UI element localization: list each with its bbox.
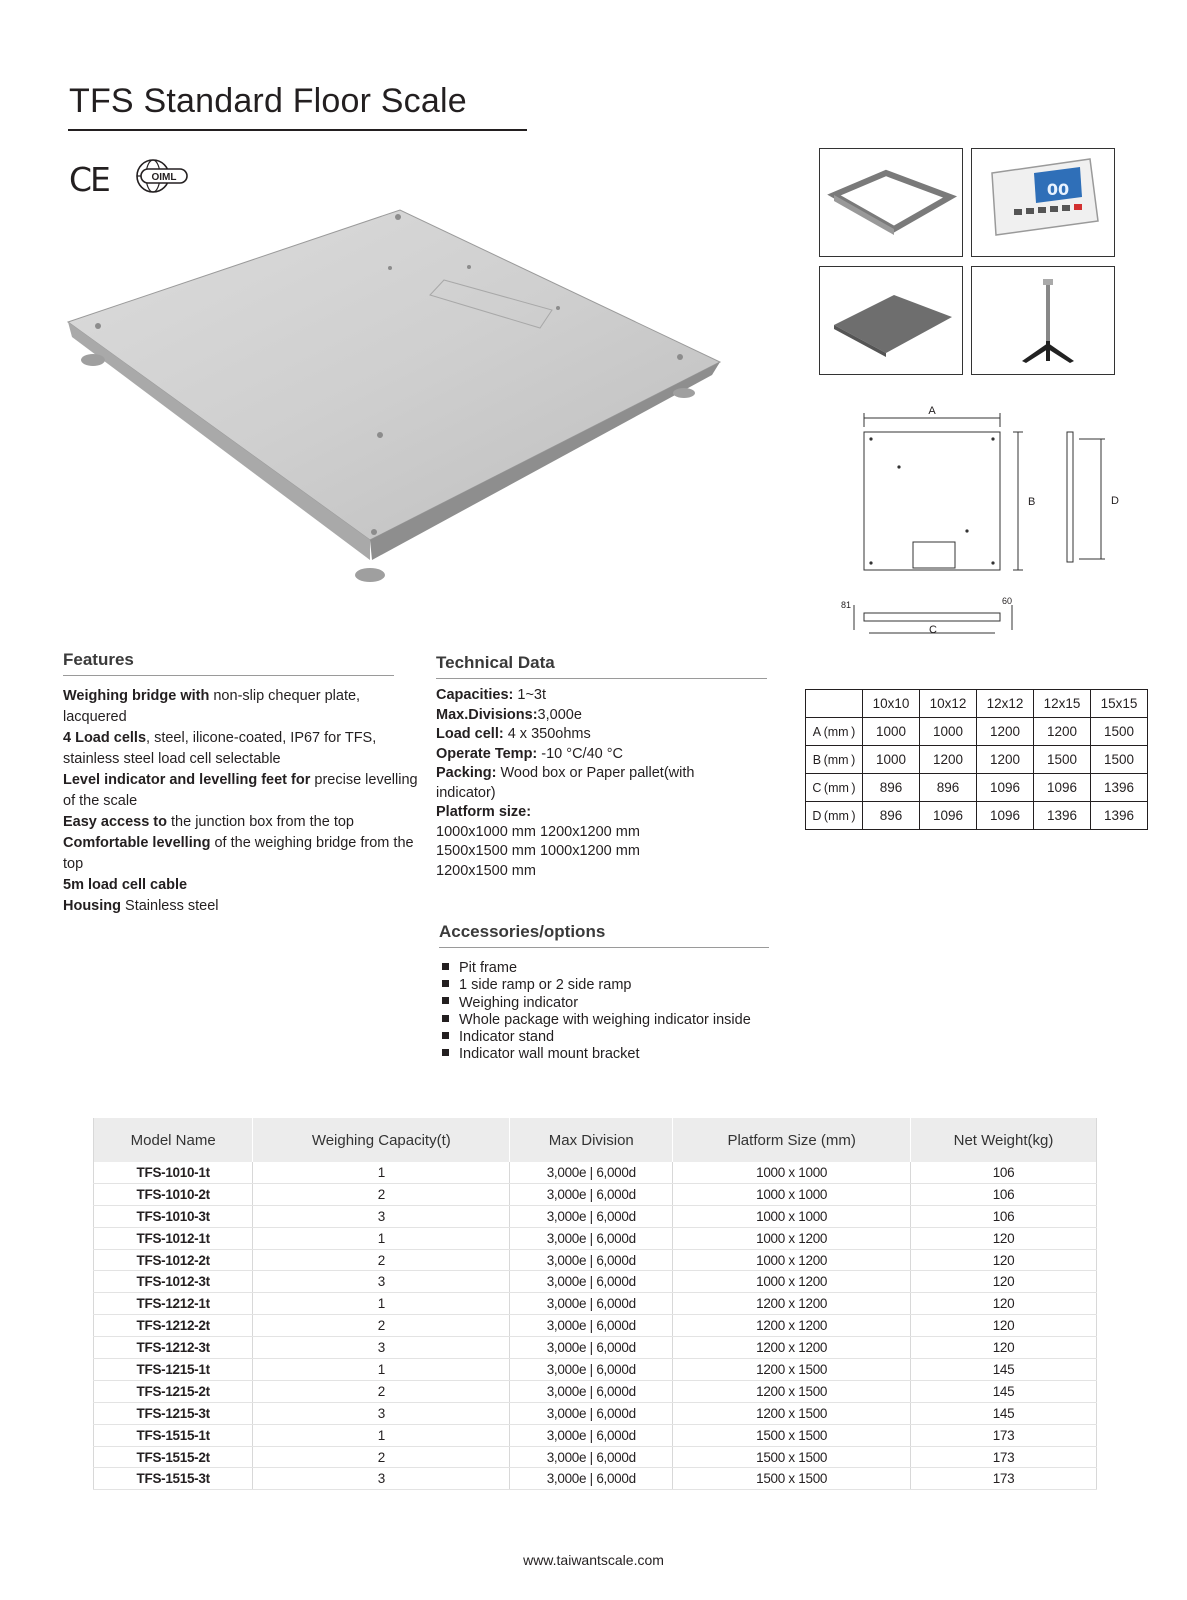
feature-item: Housing Stainless steel	[63, 898, 219, 914]
weighing-indicator-icon	[972, 149, 1114, 256]
dim-height-81: 81	[841, 600, 852, 610]
title-underline	[68, 129, 527, 131]
tech-item: Load cell: 4 x 350ohms	[436, 726, 591, 742]
table-row	[94, 1293, 1097, 1315]
bullet-square-icon	[442, 963, 449, 970]
table-cell: 3	[253, 1337, 510, 1359]
table-cell: 1200 x 1500	[673, 1380, 911, 1402]
table-cell: 1500 x 1500	[673, 1424, 911, 1446]
dimension-row: D (mm ) 896 1096 1096 1396 1396	[806, 802, 1148, 830]
tech-item: Platform size:	[436, 804, 532, 820]
table-cell: 1000 x 1200	[673, 1227, 911, 1249]
table-cell: 3,000e | 6,000d	[510, 1337, 673, 1359]
feature-item: 5m load cell cable	[63, 877, 188, 893]
table-cell: 1200 x 1200	[673, 1315, 911, 1337]
table-cell: 173	[911, 1424, 1097, 1446]
platform-size-line: 1200x1500 mm	[436, 862, 536, 879]
dim-label-a: A	[928, 405, 936, 417]
bullet-square-icon	[442, 980, 449, 987]
table-cell: TFS-1212-2t	[94, 1315, 253, 1337]
table-cell: TFS-1212-3t	[94, 1337, 253, 1359]
table-cell: 2	[253, 1315, 510, 1337]
dimension-header-row: 10x10 10x12 12x12 12x15 15x15	[806, 690, 1148, 718]
dimension-row: A (mm ) 1000 1000 1200 1200 1500	[806, 718, 1148, 746]
table-row	[94, 1315, 1097, 1337]
table-cell: 3,000e | 6,000d	[510, 1271, 673, 1293]
dimension-table	[805, 689, 1148, 830]
dim-label-b: B	[1028, 496, 1036, 508]
platform-size-line: 1000x1000 mm 1200x1200 mm	[436, 823, 640, 840]
dimension-row: B (mm ) 1000 1200 1200 1500 1500	[806, 746, 1148, 774]
accessories-rule	[439, 947, 769, 948]
accessories-list	[442, 960, 751, 1064]
table-cell: 3,000e | 6,000d	[510, 1446, 673, 1468]
table-row	[94, 1337, 1097, 1359]
bullet-square-icon	[442, 997, 449, 1004]
dim-label-d: D	[1111, 495, 1119, 507]
table-cell: TFS-1215-1t	[94, 1359, 253, 1381]
table-row	[94, 1380, 1097, 1402]
table-cell: 106	[911, 1183, 1097, 1205]
table-cell: 1200 x 1200	[673, 1293, 911, 1315]
table-row	[94, 1402, 1097, 1424]
pit-frame-thumbnail	[819, 148, 963, 257]
table-cell: 1	[253, 1424, 510, 1446]
table-cell: 1000 x 1000	[673, 1183, 911, 1205]
table-cell: 120	[911, 1337, 1097, 1359]
bullet-square-icon	[442, 1032, 449, 1039]
table-cell: 106	[911, 1162, 1097, 1183]
table-cell: 1000 x 1200	[673, 1249, 911, 1271]
oiml-logo-icon	[135, 158, 191, 194]
dimension-row: C (mm ) 896 896 1096 1096 1396	[806, 774, 1148, 802]
table-cell: 3,000e | 6,000d	[510, 1227, 673, 1249]
table-cell: TFS-1012-3t	[94, 1271, 253, 1293]
table-cell: 2	[253, 1249, 510, 1271]
table-cell: 2	[253, 1380, 510, 1402]
table-cell: 173	[911, 1446, 1097, 1468]
table-cell: 3	[253, 1402, 510, 1424]
technical-list	[436, 686, 756, 881]
table-row	[94, 1468, 1097, 1490]
table-cell: 145	[911, 1359, 1097, 1381]
pit-frame-icon	[820, 149, 962, 256]
table-cell: TFS-1215-3t	[94, 1402, 253, 1424]
table-row	[94, 1271, 1097, 1293]
feature-item: Easy access to the junction box from the top	[63, 814, 354, 830]
table-cell: TFS-1212-1t	[94, 1293, 253, 1315]
feature-item: 4 Load cells, steel, ilicone-coated, IP67 for TFS, stainless steel load cell selectable	[63, 730, 377, 767]
features-rule	[63, 675, 394, 676]
table-cell: 145	[911, 1402, 1097, 1424]
feature-item: Comfortable levelling of the weighing bridge from the top	[63, 835, 414, 872]
table-cell: 2	[253, 1183, 510, 1205]
table-cell: 1500 x 1500	[673, 1446, 911, 1468]
table-cell: 1200 x 1200	[673, 1337, 911, 1359]
table-cell: TFS-1515-1t	[94, 1424, 253, 1446]
table-cell: TFS-1010-3t	[94, 1205, 253, 1227]
table-cell: 3,000e | 6,000d	[510, 1162, 673, 1183]
ramp-thumbnail	[819, 266, 963, 375]
spec-header-row	[94, 1118, 1097, 1162]
table-cell: 3,000e | 6,000d	[510, 1359, 673, 1381]
table-cell: TFS-1215-2t	[94, 1380, 253, 1402]
tech-item: Packing: Wood box or Paper pallet(with indicator)	[436, 765, 695, 801]
accessory-item: Weighing indicator	[442, 995, 751, 1012]
table-cell: 120	[911, 1271, 1097, 1293]
table-cell: 3	[253, 1468, 510, 1490]
indicator-stand-icon	[972, 267, 1114, 374]
table-cell: 3,000e | 6,000d	[510, 1205, 673, 1227]
table-cell: 106	[911, 1205, 1097, 1227]
tech-item: Operate Temp: -10 °C/40 °C	[436, 745, 624, 762]
table-row	[94, 1205, 1097, 1227]
table-cell: TFS-1515-2t	[94, 1446, 253, 1468]
technical-heading: Technical Data	[436, 653, 555, 672]
table-cell: 1000 x 1000	[673, 1205, 911, 1227]
col-platform-size: Platform Size (mm)	[673, 1118, 911, 1162]
table-cell: 3,000e | 6,000d	[510, 1424, 673, 1446]
accessories-heading: Accessories/options	[439, 922, 606, 941]
model-spec-table	[93, 1118, 1097, 1490]
table-cell: 3,000e | 6,000d	[510, 1293, 673, 1315]
table-cell: 120	[911, 1249, 1097, 1271]
table-cell: 1	[253, 1162, 510, 1183]
dim-label-c: C	[929, 624, 937, 636]
table-cell: 3,000e | 6,000d	[510, 1315, 673, 1337]
feature-item: Weighing bridge with non-slip chequer plate, lacquered	[63, 688, 361, 725]
table-cell: 1200 x 1500	[673, 1402, 911, 1424]
feature-item: Level indicator and levelling feet for precise levelling of the scale	[63, 772, 418, 809]
table-cell: 3,000e | 6,000d	[510, 1468, 673, 1490]
col-net-weight: Net Weight(kg)	[911, 1118, 1097, 1162]
table-row	[94, 1446, 1097, 1468]
accessory-item: Pit frame	[442, 960, 751, 977]
svg-text:OIML: OIML	[151, 172, 177, 183]
weighing-indicator-thumbnail	[971, 148, 1115, 257]
table-row	[94, 1162, 1097, 1183]
table-cell: 1000 x 1200	[673, 1271, 911, 1293]
table-cell: 1000 x 1000	[673, 1162, 911, 1183]
dim-height-60: 60	[1002, 596, 1013, 606]
accessory-item: 1 side ramp or 2 side ramp	[442, 977, 751, 994]
table-cell: 3,000e | 6,000d	[510, 1183, 673, 1205]
ramp-icon	[820, 267, 962, 374]
table-cell: 120	[911, 1227, 1097, 1249]
technical-rule	[436, 678, 767, 679]
table-cell: TFS-1010-2t	[94, 1183, 253, 1205]
table-cell: 173	[911, 1468, 1097, 1490]
table-cell: TFS-1012-1t	[94, 1227, 253, 1249]
accessory-item: Indicator wall mount bracket	[442, 1046, 751, 1063]
table-row	[94, 1424, 1097, 1446]
indicator-stand-thumbnail	[971, 266, 1115, 375]
table-row	[94, 1227, 1097, 1249]
table-cell: 3	[253, 1205, 510, 1227]
accessory-item: Indicator stand	[442, 1029, 751, 1046]
col-model-name: Model Name	[94, 1118, 253, 1162]
col-max-division: Max Division	[510, 1118, 673, 1162]
dimension-diagram	[835, 405, 1135, 655]
table-cell: TFS-1012-2t	[94, 1249, 253, 1271]
accessory-item: Whole package with weighing indicator inside	[442, 1012, 751, 1029]
table-cell: TFS-1515-3t	[94, 1468, 253, 1490]
ce-mark-icon: CE	[69, 160, 109, 199]
table-cell: 120	[911, 1315, 1097, 1337]
table-cell: 1	[253, 1227, 510, 1249]
table-row	[94, 1183, 1097, 1205]
tech-item: Capacities: 1~3t	[436, 687, 547, 703]
platform-size-line: 1500x1500 mm 1000x1200 mm	[436, 843, 640, 859]
col-capacity: Weighing Capacity(t)	[253, 1118, 510, 1162]
table-cell: 3	[253, 1271, 510, 1293]
table-row	[94, 1249, 1097, 1271]
table-cell: 120	[911, 1293, 1097, 1315]
table-cell: 1	[253, 1359, 510, 1381]
features-list	[63, 686, 423, 917]
table-row	[94, 1359, 1097, 1381]
bullet-square-icon	[442, 1049, 449, 1056]
table-cell: 3,000e | 6,000d	[510, 1380, 673, 1402]
table-cell: 1200 x 1500	[673, 1359, 911, 1381]
page-title: TFS Standard Floor Scale	[69, 82, 467, 120]
features-heading: Features	[63, 650, 134, 669]
table-cell: 2	[253, 1446, 510, 1468]
bullet-square-icon	[442, 1015, 449, 1022]
indicator-display-text: 00	[1046, 180, 1070, 199]
footer-url[interactable]: www.taiwantscale.com	[523, 1552, 664, 1568]
floor-scale-photo	[60, 205, 740, 600]
table-cell: 1	[253, 1293, 510, 1315]
table-cell: TFS-1010-1t	[94, 1162, 253, 1183]
table-cell: 145	[911, 1380, 1097, 1402]
tech-item: Max.Divisions:3,000e	[436, 706, 582, 723]
table-cell: 3,000e | 6,000d	[510, 1249, 673, 1271]
table-cell: 1500 x 1500	[673, 1468, 911, 1490]
table-cell: 3,000e | 6,000d	[510, 1402, 673, 1424]
